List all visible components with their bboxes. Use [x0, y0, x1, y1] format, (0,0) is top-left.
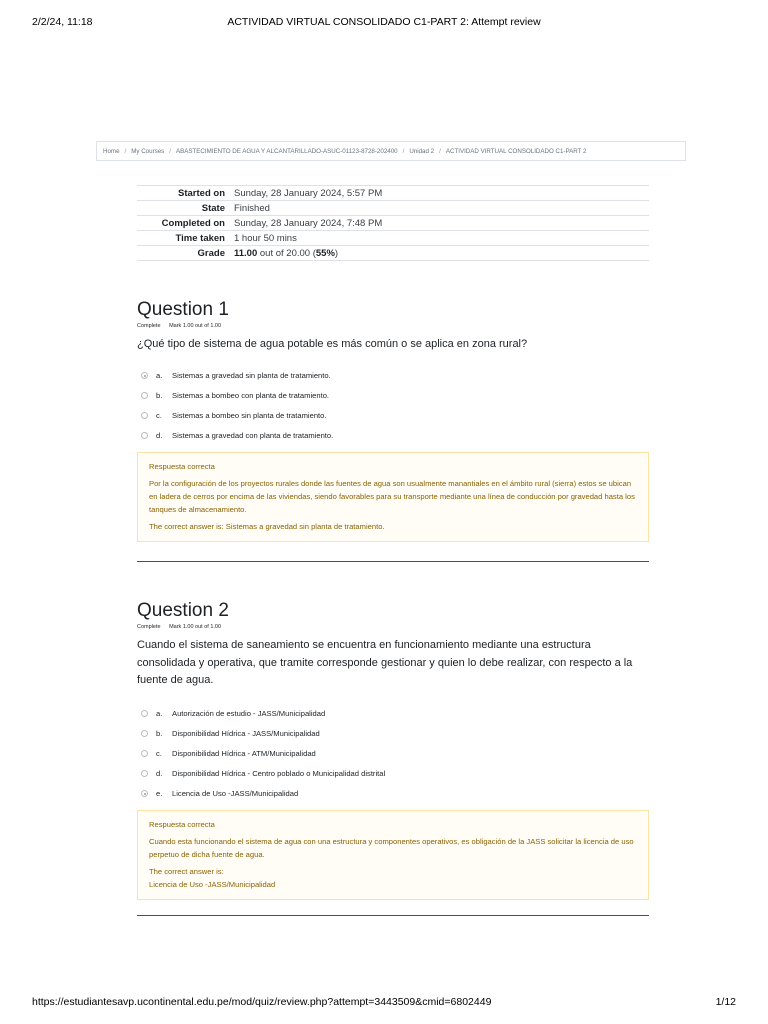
answer-options — [137, 704, 649, 804]
breadcrumb — [96, 141, 686, 161]
grade-score: 11.00 — [234, 247, 258, 259]
grade-percent: 55% — [315, 247, 335, 259]
print-footer — [32, 996, 736, 1010]
answer-option-a[interactable] — [137, 366, 649, 386]
answer-letter: c. — [156, 411, 162, 420]
radio-icon[interactable] — [141, 392, 148, 399]
breadcrumb-separator: / — [402, 147, 405, 155]
radio-selected-icon[interactable] — [141, 790, 148, 797]
question-mark: Mark 1.00 out of 1.00 — [169, 624, 222, 630]
question-2 — [137, 600, 649, 900]
breadcrumb-activity[interactable]: ACTIVIDAD VIRTUAL CONSOLIDADO C1-PART 2 — [445, 147, 587, 155]
summary-row-state — [137, 201, 649, 216]
correct-answer-value: Licencia de Uso -JASS/Municipalidad — [149, 879, 276, 889]
question-status: Complete — [137, 323, 161, 329]
breadcrumb-unit[interactable]: Unidad 2 — [409, 147, 435, 155]
answer-letter: c. — [156, 749, 162, 758]
answer-text: Sistemas a gravedad con planta de tratamiento. — [172, 431, 334, 440]
question-1 — [137, 299, 649, 542]
answer-option-c[interactable] — [137, 406, 649, 426]
state-label: State — [137, 201, 230, 216]
answer-letter: a. — [156, 709, 163, 718]
answer-option-b[interactable] — [137, 724, 649, 744]
correct-answer: The correct answer is: Sistemas a gravedad sin planta de tratamiento. — [149, 521, 385, 531]
answer-text: Sistemas a bombeo sin planta de tratamiento. — [172, 411, 327, 420]
question-info — [137, 624, 649, 632]
summary-row-time — [137, 231, 649, 246]
feedback-body: Por la configuración de los proyectos rurales donde las fuentes de agua son usualmente manantiales en el ámbito rural (sierra) estos se ubican en ladera de cerros por encima de las viviendas, siendo favorables para su transporte mediante una línea de conducción por gravedad hasta los tanques de almacenamiento. — [149, 478, 635, 514]
feedback-heading: Respuesta correcta — [149, 461, 215, 471]
grade-label: Grade — [137, 246, 230, 261]
question-mark: Mark 1.00 out of 1.00 — [169, 323, 222, 329]
started-on-label: Started on — [137, 186, 230, 201]
feedback-body: Cuando esta funcionando el sistema de agua con una estructura y componentes operativos, es obligación de la JASS solicitar la licencia de uso perpetuo de dicha fuente de agua. — [149, 836, 634, 859]
question-text: ¿Qué tipo de sistema de agua potable es más común o se aplica en zona rural? — [137, 338, 528, 350]
answer-options — [137, 366, 649, 446]
time-taken-label: Time taken — [137, 231, 230, 246]
feedback-box — [137, 452, 649, 542]
radio-icon[interactable] — [141, 710, 148, 717]
breadcrumb-my-courses[interactable]: My Courses — [131, 147, 165, 155]
grade-close: ) — [334, 247, 339, 259]
print-date: 2/2/24, 11:18 — [32, 16, 93, 28]
feedback-heading: Respuesta correcta — [149, 819, 215, 829]
answer-text: Sistemas a gravedad sin planta de tratamiento. — [172, 371, 331, 380]
answer-text: Licencia de Uso -JASS/Municipalidad — [172, 789, 299, 798]
answer-letter: a. — [156, 371, 163, 380]
radio-icon[interactable] — [141, 432, 148, 439]
question-title: Question 1 — [137, 299, 229, 320]
answer-option-e[interactable] — [137, 784, 649, 804]
print-header — [32, 16, 736, 30]
answer-text: Disponibilidad Hídrica - ATM/Municipalidad — [172, 749, 316, 758]
answer-text: Disponibilidad Hídrica - JASS/Municipalidad — [172, 729, 320, 738]
started-on-value: Sunday, 28 January 2024, 5:57 PM — [230, 186, 649, 201]
answer-letter: d. — [156, 431, 163, 440]
breadcrumb-separator: / — [124, 147, 127, 155]
question-divider — [137, 561, 649, 562]
summary-row-grade — [137, 246, 649, 261]
attempt-summary-table — [137, 185, 649, 261]
question-title: Question 2 — [137, 600, 229, 621]
question-divider — [137, 915, 649, 916]
breadcrumb-home[interactable]: Home — [103, 147, 120, 155]
print-title: ACTIVIDAD VIRTUAL CONSOLIDADO C1-PART 2: Attempt review — [227, 16, 541, 28]
correct-answer-label: The correct answer is: — [149, 866, 224, 876]
question-text: Cuando el sistema de saneamiento se encuentra en funcionamiento mediante una estructura consolidada y operativa, que tramite corresponde gestionar y quien lo debe realizar, con respecto a la fuente de agua. — [137, 639, 633, 686]
question-info — [137, 323, 649, 331]
summary-row-completed — [137, 216, 649, 231]
breadcrumb-separator: / — [169, 147, 171, 155]
answer-text: Disponibilidad Hídrica - Centro poblado o Municipalidad distrital — [172, 769, 386, 778]
answer-option-d[interactable] — [137, 764, 649, 784]
page-number: 1/12 — [715, 996, 736, 1008]
radio-selected-icon[interactable] — [141, 372, 148, 379]
answer-letter: d. — [156, 769, 163, 778]
answer-letter: e. — [156, 789, 163, 798]
grade-value — [230, 246, 649, 261]
answer-option-d[interactable] — [137, 426, 649, 446]
state-value: Finished — [230, 201, 649, 216]
answer-letter: b. — [156, 729, 163, 738]
completed-on-label: Completed on — [137, 216, 230, 231]
answer-option-b[interactable] — [137, 386, 649, 406]
breadcrumb-separator: / — [439, 147, 441, 155]
grade-out-of: out of 20.00 ( — [257, 247, 316, 259]
answer-text: Autorización de estudio - JASS/Municipalidad — [172, 709, 326, 718]
radio-icon[interactable] — [141, 730, 148, 737]
print-url: https://estudiantesavp.ucontinental.edu.pe/mod/quiz/review.php?attempt=3443509&cmid=6802449 — [32, 996, 492, 1008]
answer-option-a[interactable] — [137, 704, 649, 724]
radio-icon[interactable] — [141, 770, 148, 777]
radio-icon[interactable] — [141, 412, 148, 419]
radio-icon[interactable] — [141, 750, 148, 757]
time-taken-value: 1 hour 50 mins — [230, 231, 649, 246]
summary-row-started — [137, 186, 649, 201]
completed-on-value: Sunday, 28 January 2024, 7:48 PM — [230, 216, 649, 231]
feedback-box — [137, 810, 649, 900]
answer-letter: b. — [156, 391, 163, 400]
answer-option-c[interactable] — [137, 744, 649, 764]
breadcrumb-course[interactable]: ABASTECIMIENTO DE AGUA Y ALCANTARILLADO-ASUC-01123-8728-202400 — [176, 147, 398, 155]
answer-text: Sistemas a bombeo con planta de tratamiento. — [172, 391, 330, 400]
question-status: Complete — [137, 624, 161, 630]
